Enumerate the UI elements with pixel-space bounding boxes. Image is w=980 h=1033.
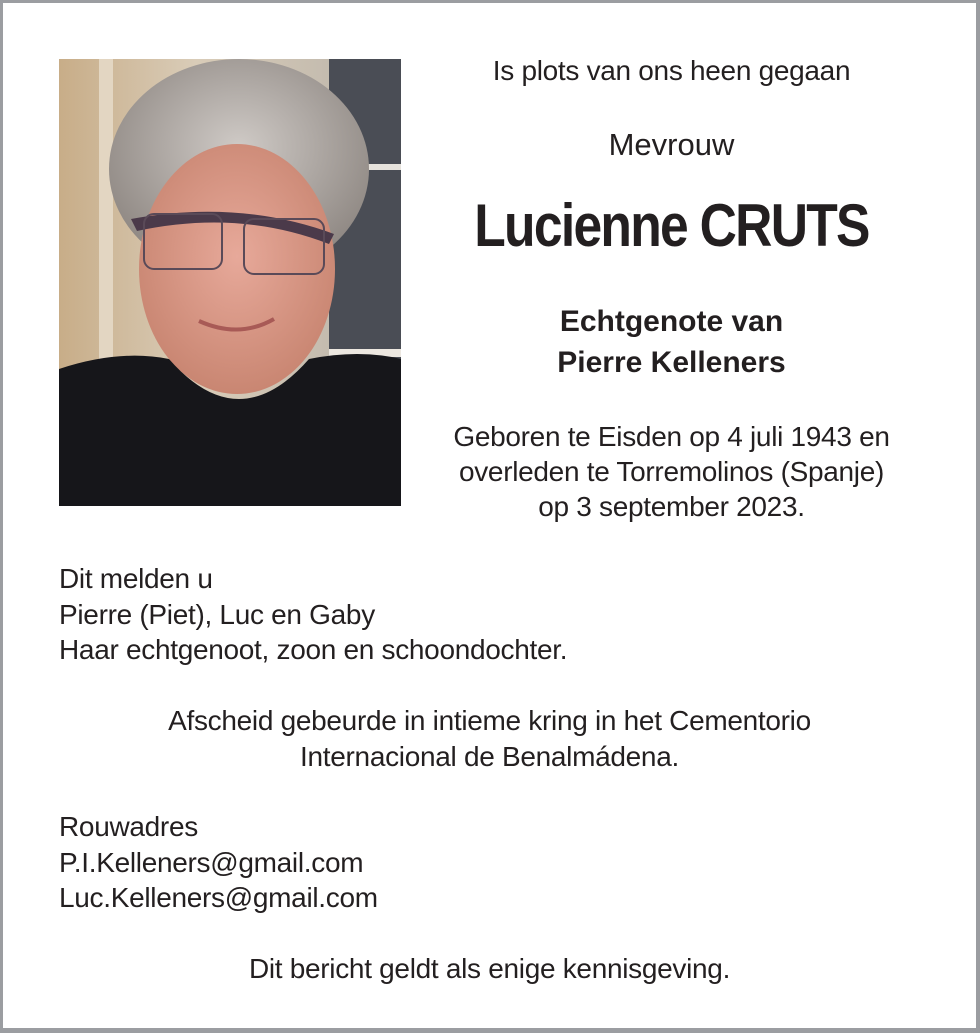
contact-block [59, 809, 378, 916]
honorific-title: Mevrouw [608, 127, 735, 162]
obituary-card [3, 3, 976, 1028]
birth-line: Geboren te Eisden op 4 juli 1943 en [453, 421, 890, 452]
announcers-names: Pierre (Piet), Luc en Gaby [59, 598, 375, 630]
announcers-block [59, 561, 567, 668]
contact-label: Rouwadres [59, 811, 198, 842]
death-date-line: op 3 september 2023. [538, 491, 805, 522]
farewell-line-1: Afscheid gebeurde in intieme kring in het Cementorio [168, 705, 811, 736]
spouse-name: Pierre Kelleners [557, 346, 786, 379]
deceased-name: Lucienne CRUTS [474, 192, 869, 259]
contact-email-2[interactable]: Luc.Kelleners@gmail.com [59, 882, 378, 913]
announcers-relation: Haar echtgenoot, zoon en schoondochter. [59, 634, 568, 665]
spouse-line: Echtgenote van [559, 305, 784, 338]
farewell-block [3, 703, 976, 774]
contact-email-1[interactable]: P.I.Kelleners@gmail.com [59, 846, 364, 878]
intro-text: Is plots van ons heen gegaan [492, 55, 851, 86]
portrait-photo [59, 59, 401, 506]
closing-text: Dit bericht geldt als enige kennisgeving. [248, 953, 731, 984]
birth-death-block [418, 419, 925, 524]
death-place-line: overleden te Torremolinos (Spanje) [458, 456, 885, 487]
farewell-line-2: Internacional de Benalmádena. [300, 740, 679, 772]
announcers-intro: Dit melden u [59, 563, 213, 594]
spouse-block [418, 301, 925, 383]
portrait-image [59, 59, 401, 506]
